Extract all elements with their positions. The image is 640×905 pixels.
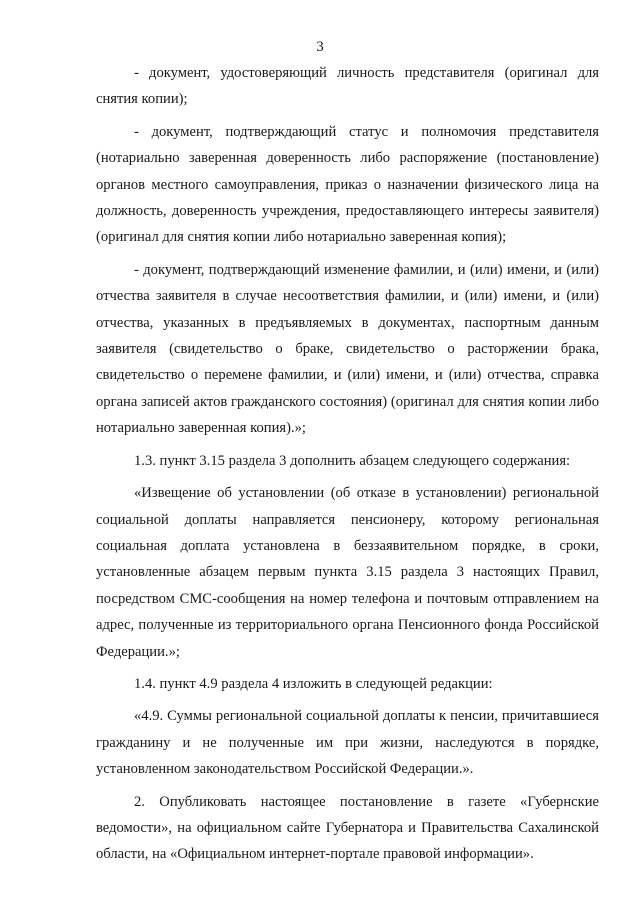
paragraph-item-2-publish: 2. Опубликовать настоящее постановление в газете «Губернские ведомости», на официальном сайте Губернатора и Правительства Сахалинской области, на «Официальном интернет-портале правовой информации». — [96, 793, 599, 863]
page-number: 3 — [316, 39, 324, 55]
paragraph-representative-id: - документ, удостоверяющий личность представителя (оригинал для снятия копии); — [96, 65, 599, 108]
document-body — [96, 60, 599, 868]
paragraph-item-1-4: 1.4. пункт 4.9 раздела 4 изложить в следующей редакции: — [134, 675, 493, 692]
paragraph-representative-authority: - документ, подтверждающий статус и полномочия представителя (нотариально заверенная доверенность либо распоряжение (постановление) органов местного самоуправления, приказ о назначении физического лица на должность, доверенность учреждения, предоставляющего интересы заявителя) (оригинал для снятия копии либо нотариально заверенная копия); — [96, 123, 599, 246]
paragraph-name-change-document: - документ, подтверждающий изменение фамилии, и (или) имени, и (или) отчества заявителя в случае несоответствия фамилии, и (или) имени, и (или) отчества, указанных в предъявляемых в документах, паспортным данным заявителя (свидетельство о браке, свидетельство о расторжении брака, свидетельство о перемене фамилии, и (или) имени, и (или) отчества, справка органа записей актов гражданского состояния) (оригинал для снятия копии либо нотариально заверенная копия).»; — [96, 261, 599, 437]
paragraph-item-4-9-quote: «4.9. Суммы региональной социальной доплаты к пенсии, причитавшиеся гражданину и не полученные им при жизни, наследуются в порядке, установленном законодательством Российской Федерации.». — [96, 708, 599, 778]
paragraph-item-1-3: 1.3. пункт 3.15 раздела 3 дополнить абзацем следующего содержания: — [134, 452, 571, 469]
paragraph-notification-quote: «Извещение об установлении (об отказе в установлении) региональной социальной доплаты направляется пенсионеру, которому региональная социальная доплата установлена в беззаявительном порядке, в сроки, установленные абзацем первым пункта 3.15 раздела 3 настоящих Правил, посредством СМС-сообщения на номер телефона и почтовым отправлением на адрес, полученные из территориального органа Пенсионного фонда Российской Федерации.»; — [96, 485, 599, 660]
